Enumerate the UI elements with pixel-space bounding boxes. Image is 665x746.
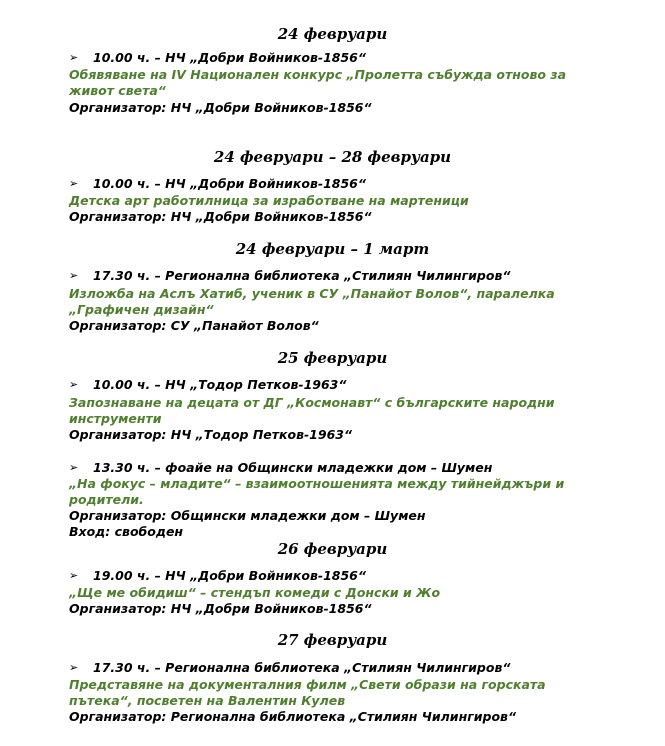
arrow-bullet-icon: ➢ [69, 378, 79, 391]
arrow-bullet-icon: ➢ [69, 569, 79, 582]
date-heading: 27 февруари [277, 631, 388, 649]
arrow-bullet-icon: ➢ [69, 661, 79, 674]
event-time-place: 10.00 ч. – НЧ „Добри Войников-1856“ [93, 50, 366, 65]
event-entry: Вход: свободен [69, 524, 184, 539]
event-time-place: 10.00 ч. – НЧ „Тодор Петков-1963“ [93, 377, 347, 392]
event-organizer: Организатор: НЧ „Добри Войников-1856“ [69, 100, 372, 115]
event-time-place: 10.00 ч. – НЧ „Добри Войников-1856“ [93, 176, 366, 191]
event-organizer: Организатор: НЧ „Тодор Петков-1963“ [69, 427, 353, 442]
date-heading: 24 февруари – 28 февруари [213, 148, 452, 166]
event-organizer: Организатор: СУ „Панайот Волов“ [69, 318, 319, 333]
event-organizer: Организатор: НЧ „Добри Войников-1856“ [69, 601, 372, 616]
event-time-place: 17.30 ч. – Регионална библиотека „Стилиян Чилингиров“ [93, 660, 511, 675]
event-title: Детска арт работилница за изработване на мартеници [69, 193, 469, 208]
date-heading: 24 февруари – 1 март [235, 240, 430, 258]
date-heading: 26 февруари [277, 540, 388, 558]
event-title: „На фокус – младите“ – взаимоотношенията между тийнейджъри и [69, 476, 565, 491]
arrow-bullet-icon: ➢ [69, 177, 79, 190]
event-title: родители. [69, 492, 144, 507]
event-title: Запознаване на децата от ДГ „Космонавт“ с българските народни [69, 395, 555, 410]
event-organizer: Организатор: НЧ „Добри Войников-1856“ [69, 209, 372, 224]
event-title: Представяне на документалния филм „Свети образи на горската [69, 677, 546, 692]
event-title: „Графичен дизайн“ [69, 302, 214, 317]
event-organizer: Организатор: Общински младежки дом – Шумен [69, 508, 426, 523]
date-heading: 25 февруари [277, 349, 388, 367]
event-organizer: Организатор: Регионална библиотека „Стилиян Чилингиров“ [69, 709, 516, 724]
event-title: „Ще ме обидиш“ – стендъп комеди с Донски и Жо [69, 585, 441, 600]
event-title: живот света“ [69, 83, 166, 98]
arrow-bullet-icon: ➢ [69, 461, 79, 474]
event-title: инструменти [69, 411, 162, 426]
event-title: пътека“, посветен на Валентин Кулев [69, 693, 346, 708]
arrow-bullet-icon: ➢ [69, 51, 79, 64]
event-title: Обявяване на IV Национален конкурс „Пролетта събужда отново за [69, 67, 567, 82]
event-time-place: 19.00 ч. – НЧ „Добри Войников-1856“ [93, 568, 366, 583]
arrow-bullet-icon: ➢ [69, 269, 79, 282]
date-heading: 24 февруари [277, 25, 388, 43]
event-time-place: 17.30 ч. – Регионална библиотека „Стилиян Чилингиров“ [93, 268, 511, 283]
event-title: Изложба на Аслъ Хатиб, ученик в СУ „Панайот Волов“, паралелка [69, 286, 555, 301]
event-time-place: 13.30 ч. – фоайе на Общински младежки дом – Шумен [93, 460, 493, 475]
